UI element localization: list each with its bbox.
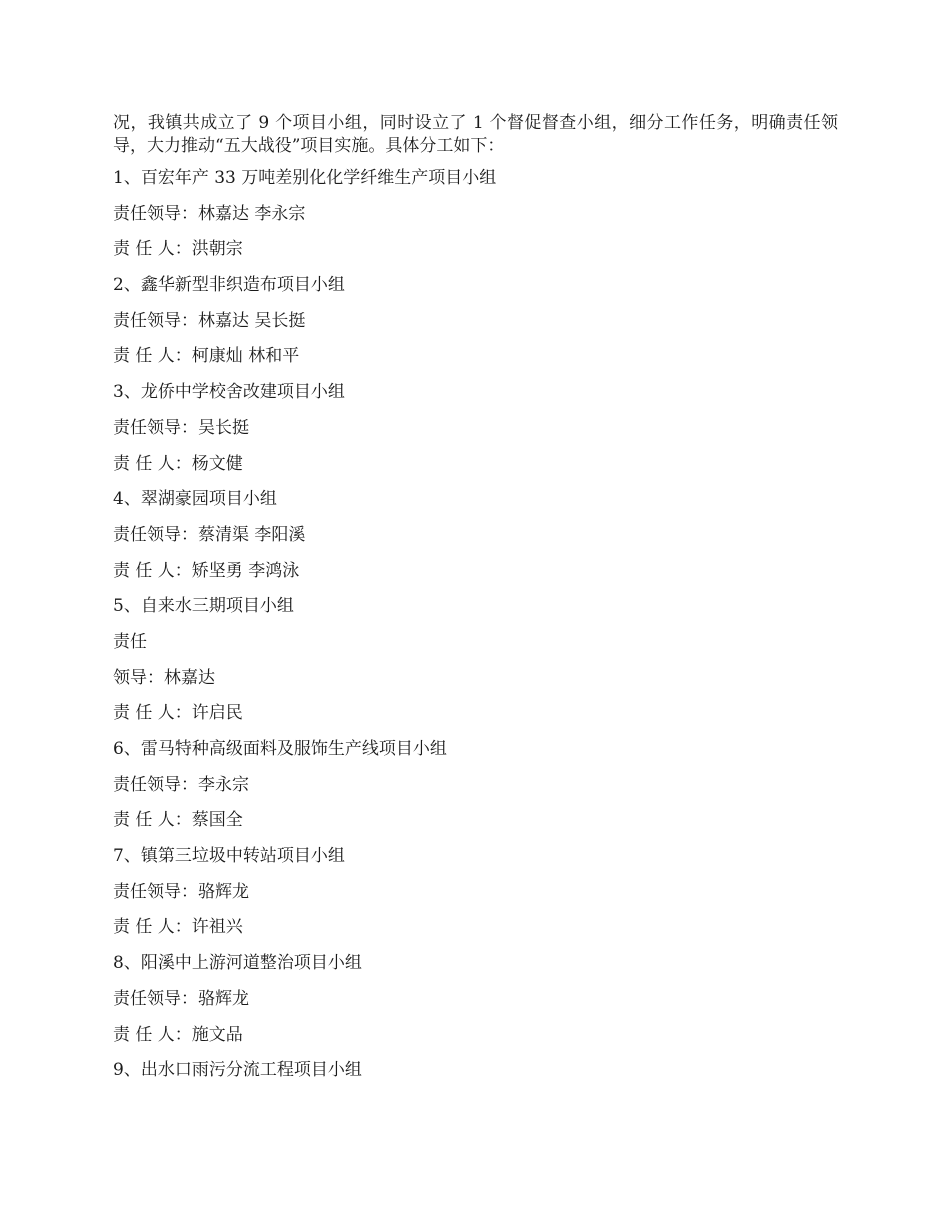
project-4-responsible: 责 任 人：矫坚勇 李鸿泳 [113,560,300,581]
project-7-title: 7、镇第三垃圾中转站项目小组 [113,846,345,867]
project-5-leader-part-2: 领导：林嘉达 [113,667,215,688]
project-2-title: 2、鑫华新型非织造布项目小组 [113,275,345,296]
project-6-responsible: 责 任 人：蔡国全 [113,810,243,831]
project-5-title: 5、自来水三期项目小组 [113,596,294,617]
project-8-leader: 责任领导：骆辉龙 [113,988,249,1009]
project-3-title: 3、龙侨中学校舍改建项目小组 [113,382,345,403]
project-2-responsible: 责 任 人：柯康灿 林和平 [113,346,300,367]
project-8-responsible: 责 任 人：施文品 [113,1024,243,1045]
project-2-leader: 责任领导：林嘉达 吴长挺 [113,310,306,331]
project-8-title: 8、阳溪中上游河道整治项目小组 [113,953,362,974]
project-list [113,167,838,1082]
project-4-leader: 责任领导：蔡清渠 李阳溪 [113,524,306,545]
project-6-title: 6、雷马特种高级面料及服饰生产线项目小组 [113,739,447,759]
project-5-responsible: 责 任 人：许启民 [113,703,243,724]
document-body [113,112,838,1095]
project-5-leader-part-1: 责任 [113,631,147,652]
project-3-responsible: 责 任 人：杨文健 [113,453,243,474]
project-4-title: 4、翠湖豪园项目小组 [113,489,277,510]
intro-paragraph: 况，我镇共成立了 9 个项目小组，同时设立了 1 个督促督查小组，细分工作任务，明确责任领导，大力推动“五大战役”项目实施。具体分工如下： [113,113,838,156]
project-1-title: 1、百宏年产 33 万吨差别化化学纤维生产项目小组 [113,168,497,188]
project-9-title: 9、出水口雨污分流工程项目小组 [113,1060,362,1081]
project-7-responsible: 责 任 人：许祖兴 [113,917,243,938]
project-6-leader: 责任领导：李永宗 [113,774,249,795]
project-1-responsible: 责 任 人：洪朝宗 [113,239,243,260]
project-7-leader: 责任领导：骆辉龙 [113,881,249,902]
project-1-leader: 责任领导：林嘉达 李永宗 [113,203,306,224]
project-3-leader: 责任领导：吴长挺 [113,417,249,438]
